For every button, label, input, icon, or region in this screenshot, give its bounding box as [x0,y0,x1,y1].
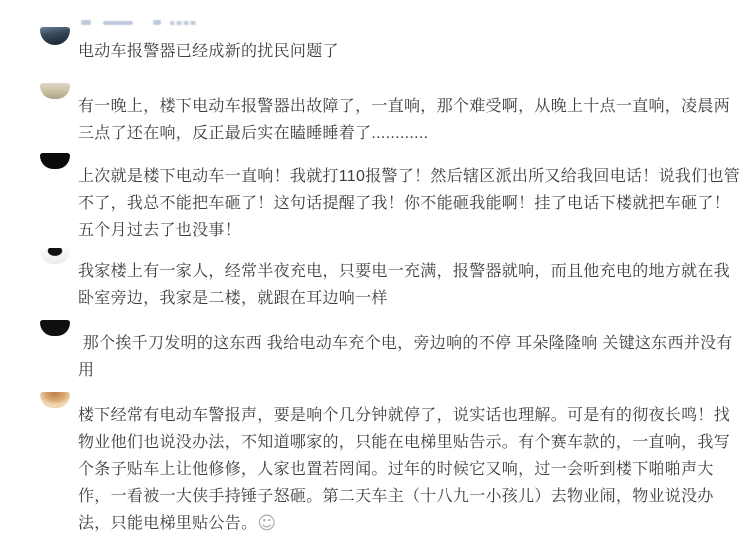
user-avatar[interactable] [40,153,70,169]
comment-item [78,163,743,244]
comment-text: 上次就是楼下电动车一直响！我就打110报警了！然后辖区派出所又给我回电话！说我们也管不了，我总不能把车砸了！这句话提醒了我！你不能砸我能啊！挂了电话下楼就把车砸了！五个月过去了也没事！ [78,168,741,239]
comment-item [78,402,743,537]
comment-text: 那个挨千刀发明的这东西 我给电动车充个电，旁边响的不停 耳朵隆隆响 关键这东西并没有用 [78,335,733,379]
comment-text [78,402,743,537]
user-avatar[interactable] [40,392,70,408]
masked-username-remnant [81,19,197,25]
comment-item [78,93,743,147]
comment-item [78,258,743,312]
user-avatar[interactable] [40,248,70,264]
comment-text: 有一晚上，楼下电动车报警器出故障了，一直响，那个难受啊，从晚上十点一直响，凌晨两三点了还在响，反正最后实在瞌睡睡着了............ [78,98,731,142]
comment-text: 我家楼上有一家人，经常半夜充电，只要电一充满，报警器就响，而且他充电的地方就在我卧室旁边，我家是二楼，就跟在耳边响一样 [78,263,731,307]
comment-item [78,38,743,65]
comment-list [0,38,749,537]
user-avatar[interactable] [40,27,70,45]
smiley-emoji: ☺ [257,513,277,534]
user-avatar[interactable] [40,83,70,99]
comment-item [78,330,743,384]
user-avatar[interactable] [40,320,70,336]
comment-text-body: 楼下经常有电动车警报声，要是响个几分钟就停了，说实话也理解。可是有的彻夜长鸣！找物业他们也说没办法，不知道哪家的，只能在电梯里贴告示。有个赛车款的，一直响，我写个条子贴车上让他修修，人家也置若罔闻。过年的时候它又响，过一会听到楼下啪啪声大作，一看被一大侠手持锤子怒砸。第二天车主（十八九一小孩儿）去物业闹，物业说没办法，只能电梯里贴公告。 [78,407,731,532]
comment-text: 电动车报警器已经成新的扰民问题了 [78,43,339,60]
